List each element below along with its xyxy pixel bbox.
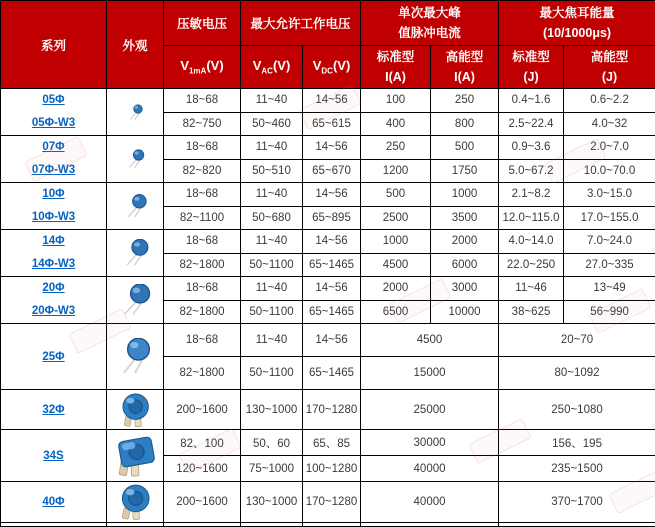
cell-vdc: 14~56 (303, 324, 361, 357)
cell-i-high: 800 (431, 112, 499, 136)
cell-j-std: 5.0~67.2 (499, 159, 564, 183)
series-link-07-w3[interactable]: 07Φ-W3 (1, 159, 106, 182)
series-link-14-w3[interactable]: 14Φ-W3 (1, 253, 106, 276)
varistor-disc-photo (119, 239, 152, 267)
cell-j-std: 2.1~8.2 (499, 183, 564, 207)
col-header-peak-current (361, 1, 499, 46)
cell-j-std: 11~46 (499, 277, 564, 301)
cell-i-std: 1200 (361, 159, 431, 183)
series-cell-25 (1, 324, 107, 390)
i-high-type: 高能型 (431, 47, 498, 67)
col-header-i-standard (361, 46, 431, 89)
table-row (1, 89, 655, 113)
i-standard-type: 标准型 (361, 47, 430, 67)
series-cell-40 (1, 482, 107, 523)
header-row-groups (1, 1, 655, 46)
table-row (1, 277, 655, 301)
i-standard-unit: I(A) (361, 67, 430, 87)
cell-i-std: 500 (361, 183, 431, 207)
cell-i-merged: 25000 (361, 390, 499, 430)
cell-vdc: 65~1465 (303, 253, 361, 277)
cell-j-merged: 235~1500 (499, 456, 655, 482)
cell-i-high: 250 (431, 89, 499, 113)
cell-i-high: 2000 (431, 230, 499, 254)
cell-j-std: 38~625 (499, 300, 564, 324)
cell-vdc: 14~56 (303, 230, 361, 254)
col-header-appearance: 外观 (107, 1, 164, 89)
varistor-disc-photo (114, 338, 156, 374)
cell-vdc: 65、85 (303, 430, 361, 456)
varistor-disc-photo (123, 149, 147, 169)
series-cell-14 (1, 230, 107, 277)
varistor-tab-disc-photo (115, 392, 155, 428)
j-high-unit: (J) (564, 67, 655, 87)
series-cell-05 (1, 89, 107, 136)
cell-vac: 50~460 (241, 112, 303, 136)
cell-j-merged: 20~70 (499, 324, 655, 357)
cell-vdc: 14~56 (303, 89, 361, 113)
cell-i-high: 500 (431, 136, 499, 160)
col-header-vdc: $V_{DC}(V)$ (303, 46, 361, 89)
appearance-cell-07 (107, 136, 164, 183)
cell-v1ma: 82~1800 (164, 253, 241, 277)
series-link-10-w3[interactable]: 10Φ-W3 (1, 206, 106, 229)
cell-vac: 11~40 (241, 230, 303, 254)
col-header-series: 系列 (1, 1, 107, 89)
cell-i-merged: 40000 (361, 482, 499, 523)
cell-vac: 11~40 (241, 183, 303, 207)
cell-j-std: 4.0~14.0 (499, 230, 564, 254)
series-cell-20 (1, 277, 107, 324)
cell-vac: 11~40 (241, 136, 303, 160)
cell-vdc: 14~56 (303, 277, 361, 301)
cell-i-high: 1000 (431, 183, 499, 207)
cell-i-std: 6500 (361, 300, 431, 324)
series-link-10[interactable]: 10Φ (1, 183, 106, 206)
cell-v1ma: 200~1600 (164, 390, 241, 430)
cell-i-merged: 15000 (361, 357, 499, 390)
appearance-cell-10 (107, 183, 164, 230)
cell-j-std: 12.0~115.0 (499, 206, 564, 230)
cell-v1ma: 82~1800 (164, 357, 241, 390)
series-link-07[interactable]: 07Φ (1, 136, 106, 159)
col-header-j-high-energy (564, 46, 655, 89)
cell-j-merged: 250~1080 (499, 390, 655, 430)
cell-j-merged: 370~1700 (499, 482, 655, 523)
cell-i-merged: 40000 (361, 456, 499, 482)
cell-j-high: 13~49 (564, 277, 655, 301)
cell-j-merged: 156、195 (499, 430, 655, 456)
cell-i-merged: 4500 (361, 324, 499, 357)
col-header-vac: $V_{AC}(V)$ (241, 46, 303, 89)
appearance-cell-40 (107, 482, 164, 523)
cell-i-std: 250 (361, 136, 431, 160)
cell-i-high: 3500 (431, 206, 499, 230)
cell-j-std: 0.4~1.6 (499, 89, 564, 113)
col-header-max-working-voltage: 最大允许工作电压 (241, 1, 361, 46)
cell-v1ma: 82~1100 (164, 206, 241, 230)
cell-vdc: 65~895 (303, 206, 361, 230)
cell-i-std: 4500 (361, 253, 431, 277)
cell-j-high: 56~990 (564, 300, 655, 324)
cell-vdc: 65~670 (303, 159, 361, 183)
cell-i-high: 6000 (431, 253, 499, 277)
table-row (1, 183, 655, 207)
peak-current-line1: 单次最大峰 (361, 3, 498, 23)
cell-j-high: 10.0~70.0 (564, 159, 655, 183)
series-link-14[interactable]: 14Φ (1, 230, 106, 253)
cell-j-high: 0.6~2.2 (564, 89, 655, 113)
cell-v1ma: 18~68 (164, 183, 241, 207)
j-standard-unit: (J) (499, 67, 563, 87)
cell-v1ma: 18~68 (164, 277, 241, 301)
cell-i-std: 100 (361, 89, 431, 113)
cell-j-high: 27.0~335 (564, 253, 655, 277)
cell-i-std: 2500 (361, 206, 431, 230)
appearance-cell-32 (107, 390, 164, 430)
j-high-type: 高能型 (564, 47, 655, 67)
cell-v1ma: 82~1800 (164, 300, 241, 324)
series-link-05[interactable]: 05Φ (1, 89, 106, 112)
varistor-tab-disc-photo (114, 483, 156, 521)
cell-i-std: 400 (361, 112, 431, 136)
appearance-cell-05 (107, 89, 164, 136)
cell-j-high: 4.0~32 (564, 112, 655, 136)
table-row (1, 136, 655, 160)
cell-vac: 11~40 (241, 324, 303, 357)
cell-j-high: 2.0~7.0 (564, 136, 655, 160)
cell-v1ma: 82、100 (164, 430, 241, 456)
i-high-unit: I(A) (431, 67, 498, 87)
cell-i-high: 10000 (431, 300, 499, 324)
appearance-cell-20 (107, 277, 164, 324)
table-row (1, 324, 655, 357)
cell-j-high: 17.0~155.0 (564, 206, 655, 230)
cell-vac: 50~1100 (241, 300, 303, 324)
varistor-disc-photo (116, 284, 154, 316)
cell-v1ma: 18~68 (164, 89, 241, 113)
cell-i-high: 1750 (431, 159, 499, 183)
cell-i-std: 1000 (361, 230, 431, 254)
cell-j-high: 7.0~24.0 (564, 230, 655, 254)
cell-vdc: 65~1465 (303, 300, 361, 324)
series-cell-10 (1, 183, 107, 230)
cell-vdc: 14~56 (303, 183, 361, 207)
cell-i-std: 2000 (361, 277, 431, 301)
varistor-disc-photo (121, 194, 150, 218)
appearance-cell-25 (107, 324, 164, 390)
cell-j-std: 0.9~3.6 (499, 136, 564, 160)
appearance-cell-34s (107, 430, 164, 482)
table-row (1, 390, 655, 430)
series-cell-34s (1, 430, 107, 482)
j-standard-type: 标准型 (499, 47, 563, 67)
col-header-j-standard (499, 46, 564, 89)
table-row (1, 430, 655, 456)
max-energy-line1: 最大焦耳能量 (499, 3, 655, 23)
series-cell-32 (1, 390, 107, 430)
series-link-34s[interactable]: 34S (1, 450, 106, 462)
cell-vac: 50、60 (241, 430, 303, 456)
table-row (1, 482, 655, 523)
cell-j-merged: 80~1092 (499, 357, 655, 390)
col-header-i-high-energy (431, 46, 499, 89)
cell-v1ma: 82~820 (164, 159, 241, 183)
cell-vac: 50~1100 (241, 253, 303, 277)
series-link-25[interactable]: 25Φ (1, 351, 106, 363)
cell-vac: 75~1000 (241, 456, 303, 482)
cell-vdc: 170~1280 (303, 390, 361, 430)
cell-vac: 130~1000 (241, 482, 303, 523)
series-link-20-w3[interactable]: 20Φ-W3 (1, 300, 106, 323)
varistor-square-photo (111, 434, 159, 478)
cell-i-high: 3000 (431, 277, 499, 301)
cell-v1ma: 18~68 (164, 136, 241, 160)
cell-vdc: 65~615 (303, 112, 361, 136)
col-header-varistor-voltage: 压敏电压 (164, 1, 241, 46)
appearance-cell-14 (107, 230, 164, 277)
cell-vdc: 100~1280 (303, 456, 361, 482)
cell-v1ma: 18~68 (164, 324, 241, 357)
cell-j-std: 2.5~22.4 (499, 112, 564, 136)
cell-v1ma: 18~68 (164, 230, 241, 254)
col-header-v1ma: $V_{1mA}(V)$ (164, 46, 241, 89)
cell-vdc: 170~1280 (303, 482, 361, 523)
cell-vdc: 65~1465 (303, 357, 361, 390)
table-row (1, 230, 655, 254)
cell-vac: 130~1000 (241, 390, 303, 430)
peak-current-line2: 值脉冲电流 (361, 23, 498, 43)
series-link-32[interactable]: 32Φ (1, 404, 106, 416)
series-cell-07 (1, 136, 107, 183)
cell-vac: 11~40 (241, 89, 303, 113)
cell-vac: 50~510 (241, 159, 303, 183)
cell-j-high: 3.0~15.0 (564, 183, 655, 207)
cell-j-std: 22.0~250 (499, 253, 564, 277)
cell-vac: 50~1100 (241, 357, 303, 390)
cell-vac: 11~40 (241, 277, 303, 301)
series-link-20[interactable]: 20Φ (1, 277, 106, 300)
cell-v1ma: 120~1600 (164, 456, 241, 482)
max-energy-line2: (10/1000μs) (499, 23, 655, 43)
cell-i-merged: 30000 (361, 430, 499, 456)
cell-v1ma: 200~1600 (164, 482, 241, 523)
series-link-40[interactable]: 40Φ (1, 496, 106, 508)
series-link-05-w3[interactable]: 05Φ-W3 (1, 112, 106, 135)
cell-vdc: 14~56 (303, 136, 361, 160)
varistor-disc-photo (125, 104, 145, 121)
cell-vac: 50~680 (241, 206, 303, 230)
cell-v1ma: 82~750 (164, 112, 241, 136)
col-header-max-energy (499, 1, 655, 46)
